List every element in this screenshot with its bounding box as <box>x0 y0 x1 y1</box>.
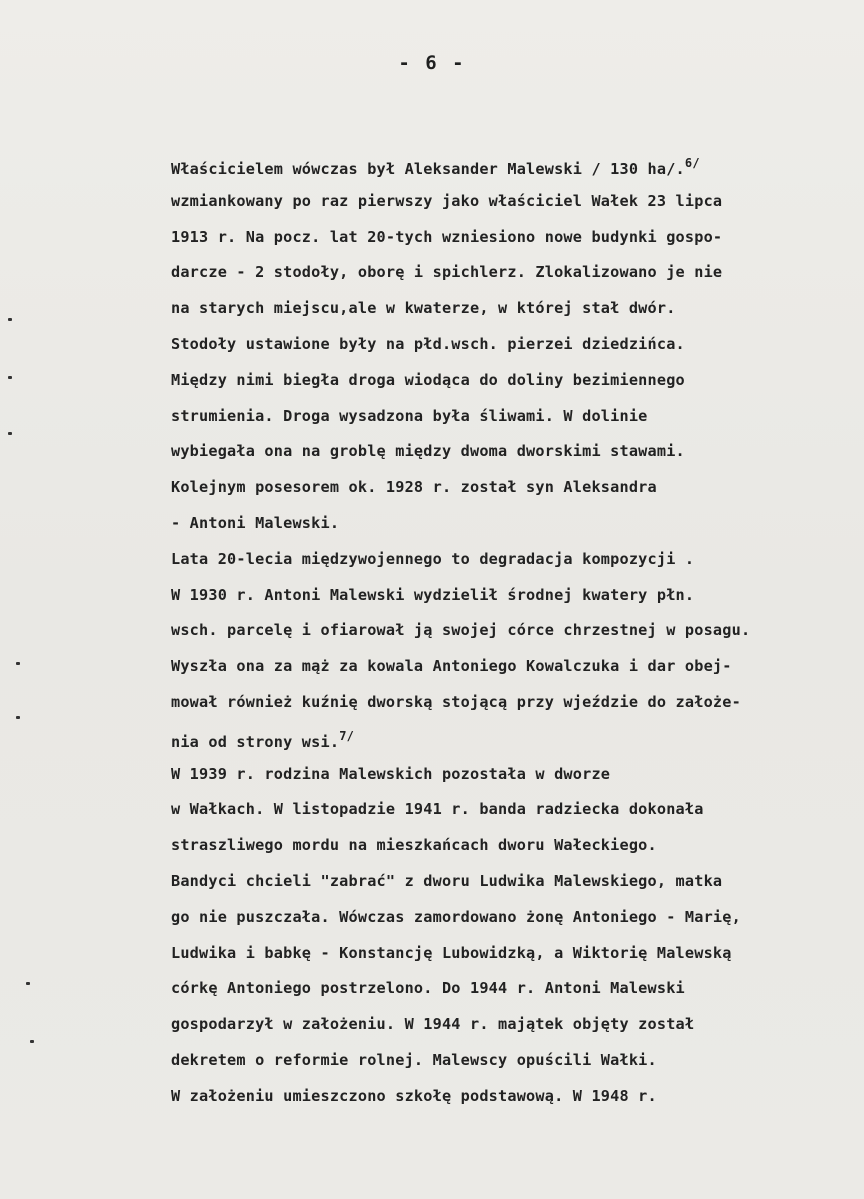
text-line <box>171 1087 657 1105</box>
text-line <box>171 729 354 751</box>
line-text: W 1930 r. Antoni Malewski wydzielił środnej kwatery płn. <box>171 585 695 604</box>
text-line <box>171 693 741 711</box>
margin-mark <box>16 716 20 719</box>
line-text: straszliwego mordu na mieszkańcach dworu Wałeckiego. <box>171 836 657 855</box>
text-line <box>171 765 610 783</box>
line-text: Wyszła ona za mąż za kowala Antoniego Kowalczuka i dar obej- <box>171 657 732 676</box>
line-text: W założeniu umieszczono szkołę podstawową. W 1948 r. <box>171 1086 657 1105</box>
line-text: - Antoni Malewski. <box>171 514 340 532</box>
line-text: córkę Antoniego postrzelono. Do 1944 r. Antoni Malewski <box>171 979 685 998</box>
margin-mark <box>8 376 12 379</box>
text-line <box>171 263 722 281</box>
line-text: gospodarzył w założeniu. W 1944 r. majątek objęty został <box>171 1015 695 1034</box>
footnote-ref: 6/ <box>684 156 700 170</box>
text-line <box>171 192 722 210</box>
line-text: wzmiankowany po raz pierwszy jako właściciel Wałek 23 lipca <box>171 191 723 210</box>
line-text: w Wałkach. W listopadzie 1941 r. banda radziecka dokonała <box>171 800 704 819</box>
text-line <box>171 156 700 178</box>
line-text: W 1939 r. rodzina Malewskich pozostała w dworze <box>171 764 611 783</box>
margin-mark <box>16 662 20 665</box>
footnote-ref: 7/ <box>339 728 355 743</box>
text-line <box>171 550 694 568</box>
line-text: strumienia. Droga wysadzona była śliwami. W dolinie <box>171 406 648 425</box>
line-text: dekretem o reformie rolnej. Malewscy opuścili Wałki. <box>171 1051 657 1069</box>
line-text: wsch. parcelę i ofiarował ją swojej córce chrzestnej w posagu. <box>171 621 751 640</box>
line-text: go nie puszczała. Wówczas zamordowano żonę Antoniego - Marię, <box>171 907 741 926</box>
text-line <box>171 1051 657 1069</box>
text-line <box>171 371 685 389</box>
text-line <box>171 299 676 317</box>
text-line <box>171 586 694 604</box>
margin-mark <box>26 982 30 985</box>
text-line <box>171 478 657 496</box>
text-line <box>171 836 657 854</box>
text-line <box>171 1015 694 1033</box>
line-text: 1913 r. Na pocz. lat 20-tych wzniesiono nowe budynki gospo- <box>171 227 723 246</box>
text-line <box>171 944 732 962</box>
text-line <box>171 621 750 639</box>
text-line <box>171 657 732 675</box>
text-line <box>171 407 648 425</box>
line-text: darcze - 2 stodoły, oborę i spichlerz. Zlokalizowano je nie <box>171 263 723 282</box>
line-text: Kolejnym posesorem ok. 1928 r. został syn Aleksandra <box>171 478 657 497</box>
line-text: Stodoły ustawione były na płd.wsch. pierzei dziedzińca. <box>171 335 685 353</box>
text-line <box>171 800 704 818</box>
page-number: - 6 - <box>398 52 466 74</box>
margin-mark <box>8 432 12 435</box>
margin-mark <box>30 1040 34 1043</box>
line-text: Bandyci chcieli "zabrać" z dworu Ludwika Malewskiego, matka <box>171 872 723 890</box>
text-line <box>171 514 339 532</box>
line-text: Lata 20-lecia międzywojennego to degradacja kompozycji . <box>171 549 695 568</box>
line-text: nia od strony wsi. <box>171 732 340 751</box>
line-text: Właścicielem wówczas był Aleksander Malewski / 130 ha/. <box>171 160 685 178</box>
text-line <box>171 872 722 890</box>
line-text: Między nimi biegła droga wiodąca do doliny bezimiennego <box>171 370 685 389</box>
line-text: na starych miejscu,ale w kwaterze, w której stał dwór. <box>171 299 676 318</box>
text-line <box>171 442 685 460</box>
margin-mark <box>8 318 12 321</box>
text-line <box>171 908 741 926</box>
text-line <box>171 979 685 997</box>
text-line <box>171 228 722 246</box>
line-text: mował również kuźnię dworską stojącą przy wjeździe do założe- <box>171 693 741 711</box>
text-line <box>171 335 685 353</box>
line-text: wybiegała ona na groblę między dwoma dworskimi stawami. <box>171 442 685 461</box>
line-text: Ludwika i babkę - Konstancję Lubowidzką, a Wiktorię Malewską <box>171 943 732 962</box>
